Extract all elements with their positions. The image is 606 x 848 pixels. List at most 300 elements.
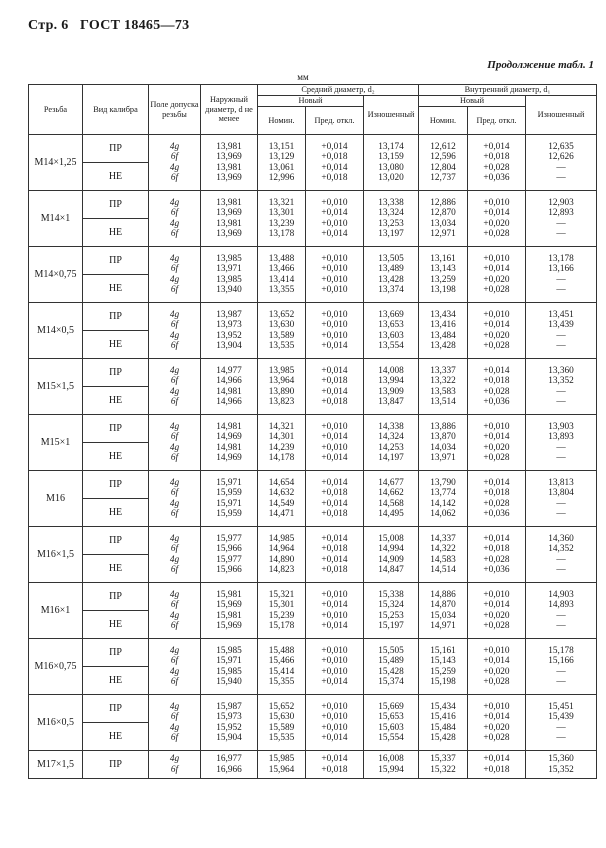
value-line: 15,034 [430,610,456,621]
gauge-type-nogo: НЕ [83,723,149,751]
value-line: 13,259 [430,274,456,285]
value-line: 4g [169,533,180,544]
inner-nominal-values [419,527,468,583]
value-line: 4g [169,498,180,509]
value-line: — [556,228,566,239]
table-row [29,751,597,779]
value-line: +0,036 [483,508,510,519]
value-line: 12,903 [548,197,574,208]
value-line: 14,495 [378,508,404,519]
value-line: +0,010 [483,253,510,264]
inner-nominal-values [419,135,468,191]
value-line: +0,028 [483,228,510,239]
value-line: 13,484 [430,330,456,341]
value-line: +0,010 [321,274,348,285]
value-line: 15,166 [548,656,574,667]
value-line: 13,652 [268,309,295,320]
gauge-type-nogo: НЕ [83,163,149,191]
value-line: +0,014 [483,754,510,765]
value-line: +0,036 [483,172,510,183]
value-line: +0,014 [321,365,348,376]
value-line: +0,014 [321,208,348,219]
outer-diameter-values [201,135,258,191]
pitch-nominal-values [258,751,306,779]
value-line: 14,142 [430,498,456,509]
value-line: 14,909 [378,554,404,565]
inner-nominal-values [419,583,468,639]
value-line: +0,028 [483,676,510,687]
value-line: 4g [169,589,180,600]
inner-worn-values [526,527,597,583]
value-line: 14,977 [216,365,242,376]
value-line: 13,355 [268,284,295,295]
value-line: 13,360 [548,365,574,376]
col-pitch-new: Новый [258,96,364,107]
value-line: 15,977 [216,533,242,544]
inner-limit-dev-values [468,135,526,191]
value-line: 13,554 [378,340,404,351]
thread-size-cell: M16×1 [29,583,83,639]
value-line: 13,985 [268,365,295,376]
value-line: +0,014 [321,676,348,687]
thread-size-cell: M16×0,75 [29,639,83,695]
value-line: 15,554 [378,732,404,743]
value-line: 13,324 [378,208,404,219]
inner-limit-dev-values [468,695,526,751]
pitch-worn-values [364,247,419,303]
value-line: +0,018 [483,544,510,555]
value-line: 12,870 [430,208,456,219]
value-line: 14,632 [268,488,295,499]
value-line: — [556,564,566,575]
outer-diameter-values [201,191,258,247]
value-line: — [556,340,566,351]
value-line: 13,352 [548,376,574,387]
value-line: — [556,610,566,621]
value-line: 13,904 [216,340,242,351]
value-line: +0,020 [483,442,510,453]
value-line: 6f [170,340,179,351]
gauge-type-go: ПР [83,135,149,163]
value-line: +0,028 [483,620,510,631]
value-line: +0,018 [321,508,348,519]
value-line: 15,197 [378,620,404,631]
value-line: 13,428 [430,340,456,351]
page-header [28,18,189,34]
value-line: +0,010 [483,197,510,208]
inner-nominal-values [419,639,468,695]
value-line: 14,981 [216,421,242,432]
value-line: +0,014 [483,533,510,544]
value-line: 14,301 [268,432,295,443]
value-line: 15,143 [430,656,456,667]
value-line: 14,178 [268,452,295,463]
value-line: 13,301 [268,208,295,219]
value-line: 13,981 [216,218,242,229]
value-line: 13,969 [216,172,242,183]
value-line: 6f [170,508,179,519]
value-line: 13,428 [378,274,404,285]
value-line: 12,626 [548,152,574,163]
table-row [29,415,597,443]
table-row [29,191,597,219]
thread-size-cell: M14×1,25 [29,135,83,191]
value-line: 13,952 [216,330,242,341]
outer-diameter-values [201,415,258,471]
tolerance-values [149,471,201,527]
value-line: 13,034 [430,218,456,229]
value-line: 15,414 [268,666,295,677]
value-line: +0,014 [483,712,510,723]
value-line: 6f [170,228,179,239]
value-line: +0,018 [321,152,348,163]
table-row [29,303,597,331]
value-line: — [556,442,566,453]
value-line: +0,014 [321,732,348,743]
pitch-nominal-values [258,359,306,415]
value-line: 12,612 [430,141,456,152]
col-inner-limit-dev: Пред. откл. [468,107,526,135]
col-thread: Резьба [29,85,83,135]
value-line: +0,014 [321,432,348,443]
value-line: +0,018 [483,376,510,387]
value-line: 15,505 [378,645,404,656]
value-line: — [556,676,566,687]
table-row [29,359,597,387]
pitch-limit-dev-values [306,191,364,247]
thread-gauge-table [28,84,597,779]
pitch-nominal-values [258,583,306,639]
value-line: 6f [170,712,179,723]
value-line: +0,010 [483,421,510,432]
value-line: 13,971 [430,452,456,463]
value-line: +0,010 [321,656,348,667]
units-label: мм [297,72,309,82]
value-line: 12,996 [268,172,295,183]
value-line: 15,321 [268,589,295,600]
value-line: 14,964 [268,544,295,555]
value-line: 13,603 [378,330,404,341]
value-line: 13,151 [268,141,295,152]
table-continuation: Продолжение табл. 1 [487,59,594,71]
value-line: 15,178 [268,620,295,631]
value-line: 15,981 [216,610,242,621]
value-line: +0,036 [483,396,510,407]
gauge-type-nogo: НЕ [83,219,149,247]
value-line: 15,338 [378,589,404,600]
value-line: 14,197 [378,452,404,463]
col-tolerance: Поле допуска резьбы [149,85,201,135]
inner-worn-values [526,695,597,751]
outer-diameter-values [201,247,258,303]
value-line: 15,589 [268,722,295,733]
thread-size-cell: M16 [29,471,83,527]
value-line: 4g [169,421,180,432]
value-line: 13,653 [378,320,404,331]
value-line: 6f [170,544,179,555]
value-line: +0,018 [483,764,510,775]
outer-diameter-values [201,639,258,695]
inner-nominal-values [419,415,468,471]
value-line: 13,321 [268,197,295,208]
pitch-worn-values [364,583,419,639]
col-pitch-nominal: Номин. [258,107,306,135]
gauge-type-nogo: НЕ [83,667,149,695]
standard-number: ГОСТ 18465—73 [79,18,190,33]
value-line: 14,985 [268,533,295,544]
inner-nominal-values [419,191,468,247]
value-line: 15,971 [216,477,242,488]
value-line: 12,804 [430,162,456,173]
value-line: 6f [170,432,179,443]
value-line: +0,010 [321,442,348,453]
inner-worn-values [526,359,597,415]
value-line: 13,488 [268,253,295,264]
value-line: 13,322 [430,376,456,387]
value-line: 14,870 [430,600,456,611]
inner-worn-values [526,751,597,779]
value-line: 4g [169,365,180,376]
value-line: 4g [169,477,180,488]
value-line: +0,010 [321,253,348,264]
value-line: 14,322 [430,544,456,555]
value-line: 14,321 [268,421,295,432]
value-line: 13,198 [430,284,456,295]
value-line: 13,964 [268,376,295,387]
value-line: 15,322 [430,764,456,775]
tolerance-values [149,639,201,695]
value-line: 4g [169,442,180,453]
value-line: 15,971 [216,656,242,667]
value-line: 4g [169,141,180,152]
value-line: +0,014 [321,340,348,351]
inner-worn-values [526,583,597,639]
value-line: 13,143 [430,264,456,275]
value-line: +0,018 [483,488,510,499]
value-line: +0,014 [321,498,348,509]
value-line: +0,020 [483,218,510,229]
table-row [29,247,597,275]
thread-size-cell: M14×0,75 [29,247,83,303]
value-line: +0,010 [321,197,348,208]
value-line: +0,014 [321,600,348,611]
value-line: 13,253 [378,218,404,229]
value-line: 15,374 [378,676,404,687]
value-line: 15,969 [216,620,242,631]
value-line: 15,360 [548,754,574,765]
inner-nominal-values [419,303,468,359]
value-line: 15,985 [216,666,242,677]
value-line: 13,061 [268,162,295,173]
inner-limit-dev-values [468,415,526,471]
value-line: +0,020 [483,274,510,285]
value-line: +0,014 [321,228,348,239]
value-line: 13,197 [378,228,404,239]
value-line: 13,630 [268,320,295,331]
tolerance-values [149,247,201,303]
value-line: 6f [170,764,179,775]
value-line: +0,028 [483,554,510,565]
value-line: 12,596 [430,152,456,163]
value-line: 6f [170,656,179,667]
value-line: 13,774 [430,488,456,499]
pitch-nominal-values [258,527,306,583]
value-line: 15,904 [216,732,242,743]
value-line: 12,886 [430,197,456,208]
pitch-worn-values [364,135,419,191]
value-line: 15,981 [216,589,242,600]
inner-worn-values [526,191,597,247]
gauge-type-nogo: НЕ [83,331,149,359]
outer-diameter-values [201,471,258,527]
value-line: 14,549 [268,498,295,509]
value-line: +0,018 [321,488,348,499]
value-line: 15,239 [268,610,295,621]
value-line: 15,977 [216,554,242,565]
gauge-type-nogo: НЕ [83,499,149,527]
value-line: +0,010 [483,309,510,320]
value-line: 14,971 [430,620,456,631]
value-line: — [556,274,566,285]
pitch-worn-values [364,303,419,359]
pitch-nominal-values [258,415,306,471]
value-line: 13,414 [268,274,295,285]
value-line: 13,893 [548,432,574,443]
value-line: 16,008 [378,754,404,765]
value-line: 13,239 [268,218,295,229]
value-line: 13,451 [548,309,574,320]
value-line: 15,484 [430,722,456,733]
value-line: 15,324 [378,600,404,611]
value-line: — [556,386,566,397]
value-line: +0,014 [483,365,510,376]
value-line: — [556,722,566,733]
tolerance-values [149,191,201,247]
value-line: 13,981 [216,197,242,208]
value-line: 15,669 [378,701,404,712]
inner-limit-dev-values [468,359,526,415]
value-line: 13,823 [268,396,295,407]
inner-nominal-values [419,751,468,779]
value-line: 15,966 [216,544,242,555]
col-inner-worn: Изношенный [526,96,597,135]
value-line: 14,338 [378,421,404,432]
value-line: 14,062 [430,508,456,519]
value-line: 4g [169,754,180,765]
value-line: 14,034 [430,442,456,453]
inner-worn-values [526,303,597,359]
value-line: +0,028 [483,452,510,463]
value-line: 13,166 [548,264,574,275]
value-line: +0,020 [483,330,510,341]
value-line: 15,630 [268,712,295,723]
inner-nominal-values [419,471,468,527]
value-line: 15,428 [430,732,456,743]
value-line: 6f [170,152,179,163]
pitch-nominal-values [258,639,306,695]
value-line: +0,018 [321,396,348,407]
pitch-worn-values [364,527,419,583]
thread-size-cell: M15×1,5 [29,359,83,415]
pitch-limit-dev-values [306,471,364,527]
value-line: 14,890 [268,554,295,565]
value-line: — [556,172,566,183]
value-line: 6f [170,488,179,499]
gauge-type-go: ПР [83,359,149,387]
value-line: 13,804 [548,488,574,499]
value-line: 6f [170,264,179,275]
pitch-limit-dev-values [306,135,364,191]
value-line: 15,355 [268,676,295,687]
value-line: 13,790 [430,477,456,488]
value-line: 14,654 [268,477,295,488]
value-line: 15,253 [378,610,404,621]
thread-size-cell: M15×1 [29,415,83,471]
value-line: +0,010 [483,645,510,656]
value-line: +0,028 [483,386,510,397]
value-line: 15,535 [268,732,295,743]
value-line: +0,018 [321,376,348,387]
value-line: +0,018 [321,172,348,183]
thread-size-cell: M14×0,5 [29,303,83,359]
value-line: +0,014 [321,477,348,488]
value-line: 13,969 [216,208,242,219]
value-line: +0,014 [321,141,348,152]
value-line: +0,010 [483,589,510,600]
value-line: +0,014 [483,656,510,667]
value-line: 4g [169,218,180,229]
table-row [29,583,597,611]
value-line: +0,014 [321,620,348,631]
value-line: 13,178 [548,253,574,264]
value-line: +0,014 [483,141,510,152]
value-line: 6f [170,620,179,631]
pitch-nominal-values [258,247,306,303]
value-line: +0,014 [321,162,348,173]
outer-diameter-values [201,303,258,359]
value-line: 14,662 [378,488,404,499]
value-line: 15,603 [378,722,404,733]
value-line: 13,374 [378,284,404,295]
value-line: 6f [170,452,179,463]
value-line: 14,568 [378,498,404,509]
value-line: +0,014 [321,554,348,565]
value-line: +0,010 [321,666,348,677]
value-line: 14,969 [216,432,242,443]
value-line: +0,010 [321,218,348,229]
pitch-limit-dev-values [306,303,364,359]
value-line: 4g [169,274,180,285]
value-line: +0,010 [321,309,348,320]
value-line: +0,010 [321,589,348,600]
value-line: 13,870 [430,432,456,443]
value-line: 4g [169,197,180,208]
value-line: +0,014 [483,264,510,275]
gauge-type-go: ПР [83,527,149,555]
value-line: 13,981 [216,141,242,152]
gauge-type-go: ПР [83,695,149,723]
value-line: +0,014 [321,386,348,397]
pitch-worn-values [364,471,419,527]
value-line: — [556,732,566,743]
value-line: +0,010 [321,284,348,295]
gauge-type-go: ПР [83,303,149,331]
col-outer-diameter: Наружный диаметр, d не менее [201,85,258,135]
value-line: 6f [170,208,179,219]
value-line: 15,652 [268,701,295,712]
value-line: 12,893 [548,208,574,219]
value-line: 13,985 [216,274,242,285]
